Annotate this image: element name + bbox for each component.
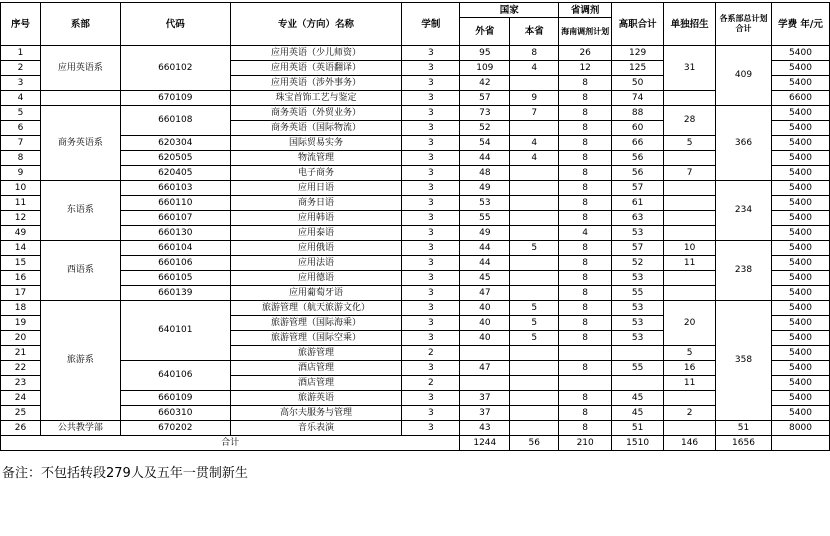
cell-major: 旅游管理（国际空乘） — [230, 331, 402, 346]
cell-total: 61 — [612, 196, 664, 211]
cell-outside: 52 — [460, 121, 510, 136]
cell-years: 3 — [402, 256, 460, 271]
cell-local — [510, 121, 559, 136]
cell-total: 88 — [612, 106, 664, 121]
cell-seq: 18 — [1, 301, 41, 316]
cell-fee: 8000 — [771, 421, 829, 436]
cell-outside: 37 — [460, 391, 510, 406]
cell-hainan: 8 — [559, 241, 612, 256]
cell-local: 5 — [510, 241, 559, 256]
cell-seq: 9 — [1, 166, 41, 181]
cell-single: 28 — [664, 106, 716, 136]
cell-major: 应用俄语 — [230, 241, 402, 256]
cell-years: 3 — [402, 331, 460, 346]
cell-code: 660103 — [120, 181, 230, 196]
cell-total: 45 — [612, 391, 664, 406]
cell-fee: 5400 — [771, 406, 829, 421]
cell-hainan: 8 — [559, 106, 612, 121]
cell-dept-total: 409 — [716, 46, 772, 106]
cell-years: 2 — [402, 346, 460, 361]
cell-seq: 14 — [1, 241, 41, 256]
cell-major: 酒店管理 — [230, 361, 402, 376]
cell-outside: 47 — [460, 361, 510, 376]
cell-outside: 73 — [460, 106, 510, 121]
cell-single — [664, 226, 716, 241]
cell-years: 2 — [402, 376, 460, 391]
cell-total: 74 — [612, 91, 664, 106]
cell-total: 66 — [612, 136, 664, 151]
cell-local — [510, 421, 559, 436]
cell-fee: 5400 — [771, 346, 829, 361]
cell-local: 5 — [510, 301, 559, 316]
cell-hainan — [559, 346, 612, 361]
cell-fee: 5400 — [771, 106, 829, 121]
cell-years: 3 — [402, 121, 460, 136]
cell-single: 5 — [664, 136, 716, 151]
cell-total: 57 — [612, 241, 664, 256]
cell-major: 珠宝首饰工艺与鉴定 — [230, 91, 402, 106]
cell-code: 640106 — [120, 361, 230, 391]
cell-seq: 24 — [1, 391, 41, 406]
cell-years: 3 — [402, 406, 460, 421]
cell-seq: 23 — [1, 376, 41, 391]
cell-hainan: 8 — [559, 361, 612, 376]
summary-label: 合计 — [1, 436, 460, 451]
cell-hainan — [559, 376, 612, 391]
cell-seq: 8 — [1, 151, 41, 166]
cell-local — [510, 286, 559, 301]
cell-fee: 5400 — [771, 316, 829, 331]
cell-outside: 49 — [460, 181, 510, 196]
header-hainan: 海南调剂计划 — [559, 18, 612, 46]
cell-code: 660139 — [120, 286, 230, 301]
cell-years: 3 — [402, 181, 460, 196]
cell-code: 660102 — [120, 46, 230, 91]
cell-code: 660107 — [120, 211, 230, 226]
cell-code: 660106 — [120, 256, 230, 271]
cell-outside: 44 — [460, 241, 510, 256]
cell-single: 31 — [664, 46, 716, 91]
cell-fee: 5400 — [771, 391, 829, 406]
cell-local — [510, 406, 559, 421]
cell-hainan: 8 — [559, 271, 612, 286]
cell-local — [510, 76, 559, 91]
cell-major: 应用法语 — [230, 256, 402, 271]
cell-years: 3 — [402, 76, 460, 91]
cell-local — [510, 376, 559, 391]
cell-fee: 5400 — [771, 166, 829, 181]
cell-single: 16 — [664, 361, 716, 376]
cell-single — [664, 391, 716, 406]
cell-hainan: 8 — [559, 286, 612, 301]
cell-major: 商务英语（国际物流） — [230, 121, 402, 136]
cell-total: 53 — [612, 271, 664, 286]
cell-single — [664, 151, 716, 166]
cell-local — [510, 211, 559, 226]
cell-code: 660105 — [120, 271, 230, 286]
cell-years: 3 — [402, 391, 460, 406]
cell-code: 620304 — [120, 136, 230, 151]
cell-hainan: 8 — [559, 331, 612, 346]
cell-dept: 应用英语系 — [40, 46, 120, 91]
cell-hainan: 8 — [559, 301, 612, 316]
cell-years: 3 — [402, 106, 460, 121]
cell-hainan: 8 — [559, 91, 612, 106]
cell-local — [510, 271, 559, 286]
cell-major: 应用日语 — [230, 181, 402, 196]
cell-code: 640101 — [120, 301, 230, 361]
header-national: 国家 — [460, 3, 559, 18]
cell-single: 11 — [664, 376, 716, 391]
cell-local: 4 — [510, 151, 559, 166]
cell-code: 660110 — [120, 196, 230, 211]
cell-code: 660130 — [120, 226, 230, 241]
cell-total: 56 — [612, 151, 664, 166]
cell-years: 3 — [402, 271, 460, 286]
cell-total: 55 — [612, 361, 664, 376]
cell-outside: 53 — [460, 196, 510, 211]
cell-dept: 东语系 — [40, 181, 120, 241]
cell-dept — [40, 91, 120, 106]
cell-fee: 5400 — [771, 61, 829, 76]
summary-hainan: 210 — [559, 436, 612, 451]
cell-single: 5 — [664, 346, 716, 361]
cell-code: 660310 — [120, 406, 230, 421]
cell-fee: 5400 — [771, 151, 829, 166]
cell-hainan: 8 — [559, 121, 612, 136]
cell-major: 应用韩语 — [230, 211, 402, 226]
cell-major: 国际贸易实务 — [230, 136, 402, 151]
header-single: 单独招生 — [664, 3, 716, 46]
cell-seq: 15 — [1, 256, 41, 271]
cell-total: 60 — [612, 121, 664, 136]
cell-code: 660104 — [120, 241, 230, 256]
cell-total: 56 — [612, 166, 664, 181]
cell-major: 旅游英语 — [230, 391, 402, 406]
cell-outside: 42 — [460, 76, 510, 91]
header-local: 本省 — [510, 18, 559, 46]
cell-years: 3 — [402, 46, 460, 61]
cell-total — [612, 376, 664, 391]
cell-major: 商务英语（外贸业务） — [230, 106, 402, 121]
cell-hainan: 8 — [559, 151, 612, 166]
cell-outside — [460, 376, 510, 391]
cell-outside: 40 — [460, 331, 510, 346]
cell-total: 125 — [612, 61, 664, 76]
cell-seq: 2 — [1, 61, 41, 76]
cell-major: 应用英语（涉外事务） — [230, 76, 402, 91]
cell-outside: 49 — [460, 226, 510, 241]
cell-dept-total: 234 — [716, 181, 772, 241]
cell-fee: 5400 — [771, 46, 829, 61]
cell-hainan: 8 — [559, 196, 612, 211]
cell-single: 11 — [664, 256, 716, 271]
cell-seq: 22 — [1, 361, 41, 376]
cell-single: 20 — [664, 301, 716, 346]
cell-fee: 5400 — [771, 331, 829, 346]
cell-single — [664, 181, 716, 196]
cell-fee: 5400 — [771, 76, 829, 91]
cell-seq: 11 — [1, 196, 41, 211]
cell-local — [510, 181, 559, 196]
header-provincial: 省调剂 — [559, 3, 612, 18]
cell-total: 53 — [612, 316, 664, 331]
cell-outside: 40 — [460, 301, 510, 316]
cell-single — [664, 421, 716, 436]
cell-years: 3 — [402, 91, 460, 106]
cell-outside: 43 — [460, 421, 510, 436]
cell-seq: 3 — [1, 76, 41, 91]
cell-dept: 公共教学部 — [40, 421, 120, 436]
cell-single — [664, 286, 716, 301]
summary-fee — [771, 436, 829, 451]
cell-hainan: 8 — [559, 136, 612, 151]
cell-local: 9 — [510, 91, 559, 106]
cell-seq: 1 — [1, 46, 41, 61]
cell-local — [510, 256, 559, 271]
cell-dept: 商务英语系 — [40, 106, 120, 181]
cell-local — [510, 361, 559, 376]
cell-hainan: 8 — [559, 391, 612, 406]
cell-code: 620505 — [120, 151, 230, 166]
cell-years: 3 — [402, 136, 460, 151]
cell-total: 63 — [612, 211, 664, 226]
cell-total: 53 — [612, 331, 664, 346]
header-years: 学制 — [402, 3, 460, 46]
cell-years: 3 — [402, 286, 460, 301]
cell-hainan: 8 — [559, 316, 612, 331]
cell-major: 应用泰语 — [230, 226, 402, 241]
cell-code: 670109 — [120, 91, 230, 106]
cell-hainan: 12 — [559, 61, 612, 76]
cell-local: 5 — [510, 316, 559, 331]
cell-fee: 5400 — [771, 211, 829, 226]
cell-dept-total: 238 — [716, 241, 772, 301]
cell-hainan: 8 — [559, 76, 612, 91]
cell-seq: 16 — [1, 271, 41, 286]
cell-total — [612, 346, 664, 361]
cell-outside: 109 — [460, 61, 510, 76]
cell-major: 旅游管理（航天旅游文化） — [230, 301, 402, 316]
cell-hainan: 8 — [559, 166, 612, 181]
cell-major: 应用英语（少儿师资） — [230, 46, 402, 61]
cell-fee: 5400 — [771, 241, 829, 256]
cell-seq: 49 — [1, 226, 41, 241]
cell-total: 51 — [612, 421, 664, 436]
cell-outside: 37 — [460, 406, 510, 421]
cell-fee: 5400 — [771, 376, 829, 391]
summary-single: 146 — [664, 436, 716, 451]
cell-seq: 12 — [1, 211, 41, 226]
cell-outside: 54 — [460, 136, 510, 151]
cell-seq: 20 — [1, 331, 41, 346]
header-dept-total: 各系部总计划合计 — [716, 3, 772, 46]
cell-hainan: 8 — [559, 406, 612, 421]
summary-local: 56 — [510, 436, 559, 451]
cell-dept: 旅游系 — [40, 301, 120, 421]
cell-seq: 19 — [1, 316, 41, 331]
header-code: 代码 — [120, 3, 230, 46]
cell-outside: 45 — [460, 271, 510, 286]
cell-fee: 5400 — [771, 136, 829, 151]
cell-years: 3 — [402, 151, 460, 166]
cell-seq: 5 — [1, 106, 41, 121]
cell-single: 2 — [664, 406, 716, 421]
cell-code: 660109 — [120, 391, 230, 406]
cell-hainan: 8 — [559, 211, 612, 226]
enrollment-plan-table — [0, 2, 830, 451]
cell-seq: 4 — [1, 91, 41, 106]
cell-major: 高尔夫服务与管理 — [230, 406, 402, 421]
cell-outside — [460, 346, 510, 361]
cell-single — [664, 211, 716, 226]
cell-hainan: 26 — [559, 46, 612, 61]
cell-local: 7 — [510, 106, 559, 121]
cell-code: 660108 — [120, 106, 230, 136]
cell-total: 45 — [612, 406, 664, 421]
header-fee: 学费 年/元 — [771, 3, 829, 46]
cell-single — [664, 91, 716, 106]
footnote: 备注：不包括转段279人及五年一贯制新生 — [2, 466, 248, 481]
cell-outside: 57 — [460, 91, 510, 106]
cell-total: 57 — [612, 181, 664, 196]
cell-outside: 44 — [460, 256, 510, 271]
cell-major: 应用葡萄牙语 — [230, 286, 402, 301]
summary-total: 1510 — [612, 436, 664, 451]
cell-years: 3 — [402, 61, 460, 76]
cell-single — [664, 196, 716, 211]
summary-outside: 1244 — [460, 436, 510, 451]
cell-years: 3 — [402, 196, 460, 211]
cell-total: 129 — [612, 46, 664, 61]
header-dept: 系部 — [40, 3, 120, 46]
cell-local: 4 — [510, 136, 559, 151]
cell-outside: 44 — [460, 151, 510, 166]
cell-years: 3 — [402, 316, 460, 331]
cell-total: 53 — [612, 301, 664, 316]
cell-fee: 5400 — [771, 301, 829, 316]
cell-outside: 47 — [460, 286, 510, 301]
cell-fee: 5400 — [771, 256, 829, 271]
cell-local — [510, 196, 559, 211]
cell-total: 53 — [612, 226, 664, 241]
cell-seq: 10 — [1, 181, 41, 196]
cell-local — [510, 346, 559, 361]
cell-years: 3 — [402, 211, 460, 226]
cell-major: 应用英语（英语翻译） — [230, 61, 402, 76]
cell-major: 物流管理 — [230, 151, 402, 166]
cell-local: 8 — [510, 46, 559, 61]
cell-seq: 7 — [1, 136, 41, 151]
cell-fee: 6600 — [771, 91, 829, 106]
cell-fee: 5400 — [771, 286, 829, 301]
cell-years: 3 — [402, 166, 460, 181]
cell-years: 3 — [402, 301, 460, 316]
cell-total: 50 — [612, 76, 664, 91]
cell-seq: 17 — [1, 286, 41, 301]
cell-fee: 5400 — [771, 361, 829, 376]
cell-dept-total: 51 — [716, 421, 772, 436]
cell-hainan: 4 — [559, 226, 612, 241]
cell-local — [510, 391, 559, 406]
cell-fee: 5400 — [771, 196, 829, 211]
cell-local — [510, 226, 559, 241]
cell-outside: 40 — [460, 316, 510, 331]
cell-years: 3 — [402, 421, 460, 436]
cell-total: 55 — [612, 286, 664, 301]
cell-code: 670202 — [120, 421, 230, 436]
cell-major: 应用德语 — [230, 271, 402, 286]
cell-code: 620405 — [120, 166, 230, 181]
cell-dept: 西语系 — [40, 241, 120, 301]
header-major: 专业（方向）名称 — [230, 3, 402, 46]
cell-years: 3 — [402, 226, 460, 241]
cell-major: 商务日语 — [230, 196, 402, 211]
cell-dept-total: 358 — [716, 301, 772, 421]
cell-outside: 55 — [460, 211, 510, 226]
summary-dept-total: 1656 — [716, 436, 772, 451]
cell-hainan: 8 — [559, 181, 612, 196]
cell-outside: 48 — [460, 166, 510, 181]
cell-single — [664, 271, 716, 286]
cell-fee: 5400 — [771, 271, 829, 286]
header-outside: 外省 — [460, 18, 510, 46]
cell-local — [510, 166, 559, 181]
cell-major: 旅游管理 — [230, 346, 402, 361]
cell-seq: 6 — [1, 121, 41, 136]
cell-seq: 21 — [1, 346, 41, 361]
cell-years: 3 — [402, 241, 460, 256]
cell-local: 5 — [510, 331, 559, 346]
cell-major: 电子商务 — [230, 166, 402, 181]
cell-seq: 25 — [1, 406, 41, 421]
cell-outside: 95 — [460, 46, 510, 61]
cell-single: 7 — [664, 166, 716, 181]
cell-total: 52 — [612, 256, 664, 271]
cell-local: 4 — [510, 61, 559, 76]
header-seq: 序号 — [1, 3, 41, 46]
cell-fee: 5400 — [771, 121, 829, 136]
cell-years: 3 — [402, 361, 460, 376]
cell-major: 酒店管理 — [230, 376, 402, 391]
header-total: 高职合计 — [612, 3, 664, 46]
cell-seq: 26 — [1, 421, 41, 436]
cell-major: 旅游管理（国际海乘） — [230, 316, 402, 331]
cell-hainan: 8 — [559, 256, 612, 271]
cell-single: 10 — [664, 241, 716, 256]
cell-fee: 5400 — [771, 181, 829, 196]
cell-dept-total: 366 — [716, 106, 772, 181]
cell-major: 音乐表演 — [230, 421, 402, 436]
cell-fee: 5400 — [771, 226, 829, 241]
cell-hainan: 8 — [559, 421, 612, 436]
